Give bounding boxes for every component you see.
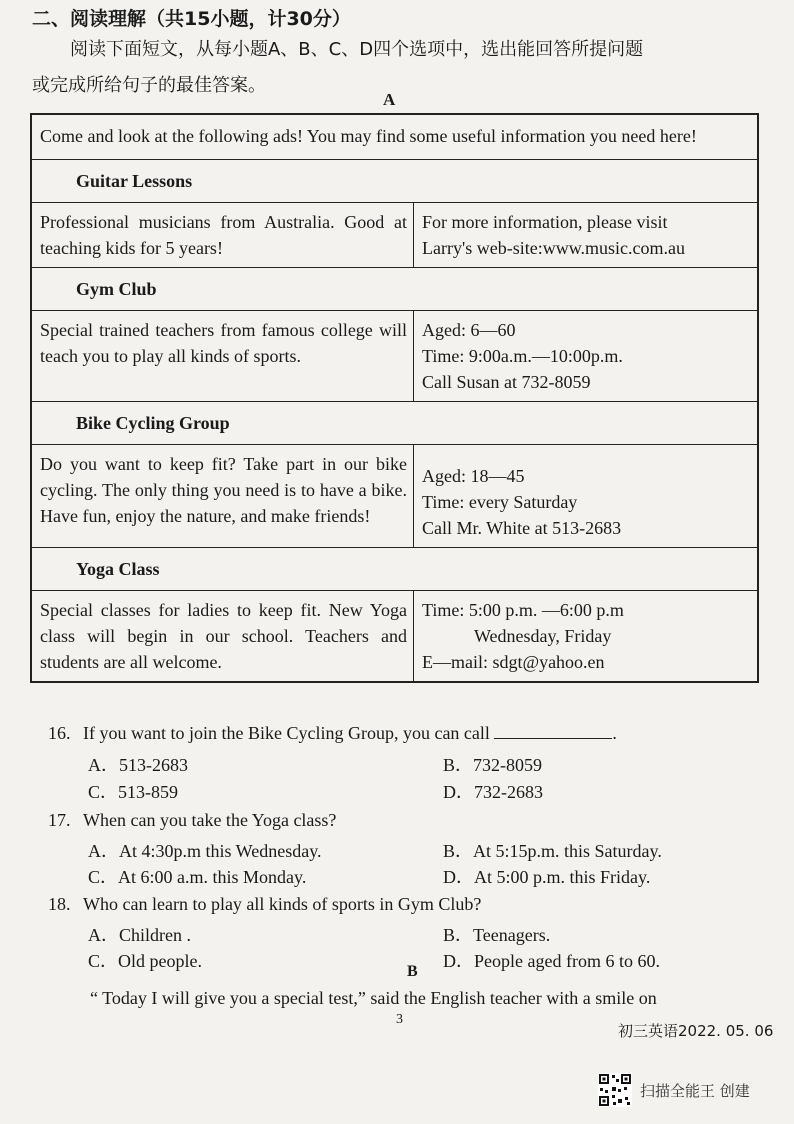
instructions-line2: 或完成所给句子的最佳答案。	[32, 75, 266, 96]
question-16	[48, 720, 728, 810]
ad-description: Professional musicians from Australia. Good at teaching kids for 5 years!	[32, 203, 414, 267]
instructions	[32, 14, 752, 100]
ad-body-gym	[32, 311, 757, 402]
question-end: .	[612, 723, 617, 743]
questions	[48, 720, 728, 974]
option-b[interactable]: B．Teenagers.	[443, 925, 551, 945]
ad-details	[414, 591, 757, 681]
ad-detail-line: Time: 5:00 p.m. —6:00 p.m	[422, 600, 624, 620]
question-stem	[48, 720, 617, 744]
ad-body-bike	[32, 445, 757, 548]
ad-body-guitar	[32, 203, 757, 268]
ad-detail-line: Time: 9:00a.m.—10:00p.m.	[422, 346, 623, 366]
ad-detail-line: Call Mr. White at 513-2683	[422, 518, 622, 538]
option-a[interactable]: A．513-2683	[88, 755, 188, 775]
passage-b-text: “ Today I will give you a special test,” said the English teacher with a smile on	[90, 988, 657, 1008]
ad-title-bike: Bike Cycling Group	[32, 402, 757, 445]
option-a[interactable]: A．At 4:30p.m this Wednesday.	[88, 841, 322, 861]
question-number: 18.	[48, 894, 71, 914]
option-d[interactable]: D．People aged from 6 to 60.	[443, 951, 660, 971]
page-number: 3	[396, 1012, 403, 1027]
option-d[interactable]: D．At 5:00 p.m. this Friday.	[443, 867, 651, 887]
footer-code: 初三英语2022. 05. 06	[618, 1022, 774, 1040]
question-stem	[48, 894, 481, 915]
ads-table	[30, 113, 759, 683]
ad-detail-line: Aged: 6—60	[422, 320, 516, 340]
instructions-line1: 阅读下面短文，从每小题A、B、C、D四个选项中，选出能回答所提问题	[70, 39, 644, 60]
question-number: 16.	[48, 723, 71, 743]
ad-detail-line: Larry's web-site:www.music.com.au	[422, 238, 686, 258]
section-title: 二、阅读理解（共15小题，计30分）	[32, 8, 351, 30]
option-d[interactable]: D．732-2683	[443, 782, 543, 802]
ad-description: Do you want to keep fit? Take part in our bike cycling. The only thing you need is to have a bike. Have fun, enjoy the nature, and make friends!	[32, 445, 414, 547]
question-17	[48, 810, 728, 890]
ad-details	[414, 311, 757, 401]
ad-details	[414, 445, 757, 547]
ad-detail-line: Aged: 18—45	[422, 466, 525, 486]
option-c[interactable]: C．513-859	[88, 782, 178, 802]
option-c[interactable]: C．At 6:00 a.m. this Monday.	[88, 867, 307, 887]
ads-intro: Come and look at the following ads! You may find some useful information you need here!	[32, 115, 757, 160]
ad-detail-line: E—mail: sdgt@yahoo.en	[422, 652, 605, 672]
ad-title-yoga: Yoga Class	[32, 548, 757, 591]
question-text: If you want to join the Bike Cycling Group, you can call	[83, 723, 490, 743]
ad-title-guitar: Guitar Lessons	[32, 160, 757, 203]
answer-blank[interactable]	[494, 720, 612, 739]
ad-title-gym: Gym Club	[32, 268, 757, 311]
option-c[interactable]: C．Old people.	[88, 951, 202, 971]
ad-description: Special classes for ladies to keep fit. New Yoga class will begin in our school. Teachers and students are all welcome.	[32, 591, 414, 681]
ad-details	[414, 203, 757, 267]
ad-description: Special trained teachers from famous college will teach you to play all kinds of sports.	[32, 311, 414, 401]
passage-a-label: A	[383, 90, 396, 109]
option-b[interactable]: B．732-8059	[443, 755, 542, 775]
question-text: Who can learn to play all kinds of sports in Gym Club?	[83, 894, 482, 914]
qr-code-icon	[598, 1073, 632, 1107]
ad-detail-line: Call Susan at 732-8059	[422, 372, 591, 392]
question-stem	[48, 810, 336, 831]
ad-detail-line: Wednesday, Friday	[474, 626, 612, 646]
ad-detail-line: For more information, please visit	[422, 212, 668, 232]
question-text: When can you take the Yoga class?	[83, 810, 337, 830]
option-b[interactable]: B．At 5:15p.m. this Saturday.	[443, 841, 662, 861]
ad-body-yoga	[32, 591, 757, 681]
option-a[interactable]: A．Children .	[88, 925, 191, 945]
ad-detail-line: Time: every Saturday	[422, 492, 578, 512]
watermark-text: 扫描全能王 创建	[640, 1081, 750, 1100]
question-number: 17.	[48, 810, 71, 830]
passage-b-label: B	[407, 963, 418, 980]
scanner-watermark	[598, 1073, 750, 1107]
question-18	[48, 894, 728, 974]
